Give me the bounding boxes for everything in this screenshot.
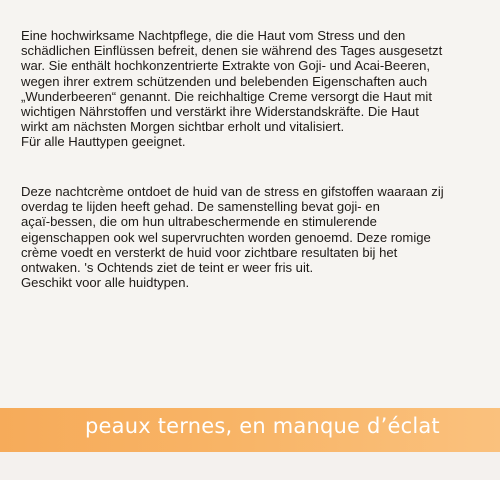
german-line: schädlichen Einflüssen befreit, denen sie während des Tages ausgesetzt — [21, 43, 443, 59]
dutch-line: overdag te lijden heeft gehad. De samenstelling bevat goji- en — [21, 199, 380, 215]
dutch-description — [21, 184, 472, 290]
dutch-line: crème voedt en versterkt de huid voor zichtbare resultaten bij het — [21, 244, 398, 260]
dutch-skin-type-note: Geschikt voor alle huidtypen. — [21, 275, 190, 291]
orange-banner — [0, 408, 500, 452]
german-line: war. Sie enthält hochkonzentrierte Extrakte von Goji- und Acai-Beeren, — [21, 58, 431, 74]
dutch-line: eigenschappen ook wel supervruchten worden genoemd. Deze romige — [21, 229, 431, 245]
banner-text: peaux ternes, en manque d’éclat — [85, 414, 440, 438]
german-line: wichtigen Nährstoffen und verstärkt ihre Widerstandskräfte. Die Haut — [21, 104, 419, 120]
dutch-line: açaï-bessen, die om hun ultrabeschermende en stimulerende — [21, 214, 377, 230]
german-description — [21, 28, 472, 150]
german-line: wirkt am nächsten Morgen sichtbar erholt und vitalisiert. — [21, 119, 345, 135]
dutch-line: ontwaken. 's Ochtends ziet de teint er weer fris uit. — [21, 260, 314, 276]
german-line: „Wunderbeeren“ genannt. Die reichhaltige Creme versorgt die Haut mit — [21, 88, 432, 104]
german-skin-type-note: Für alle Hauttypen geeignet. — [21, 134, 186, 150]
german-line: wegen ihrer extrem schützenden und belebenden Eigenschaften auch — [21, 73, 428, 89]
dutch-line: Deze nachtcrème ontdoet de huid van de stress en gifstoffen waaraan zij — [21, 184, 444, 199]
bottom-strip — [0, 452, 500, 480]
german-line: Eine hochwirksame Nachtpflege, die die Haut vom Stress und den — [21, 28, 406, 43]
